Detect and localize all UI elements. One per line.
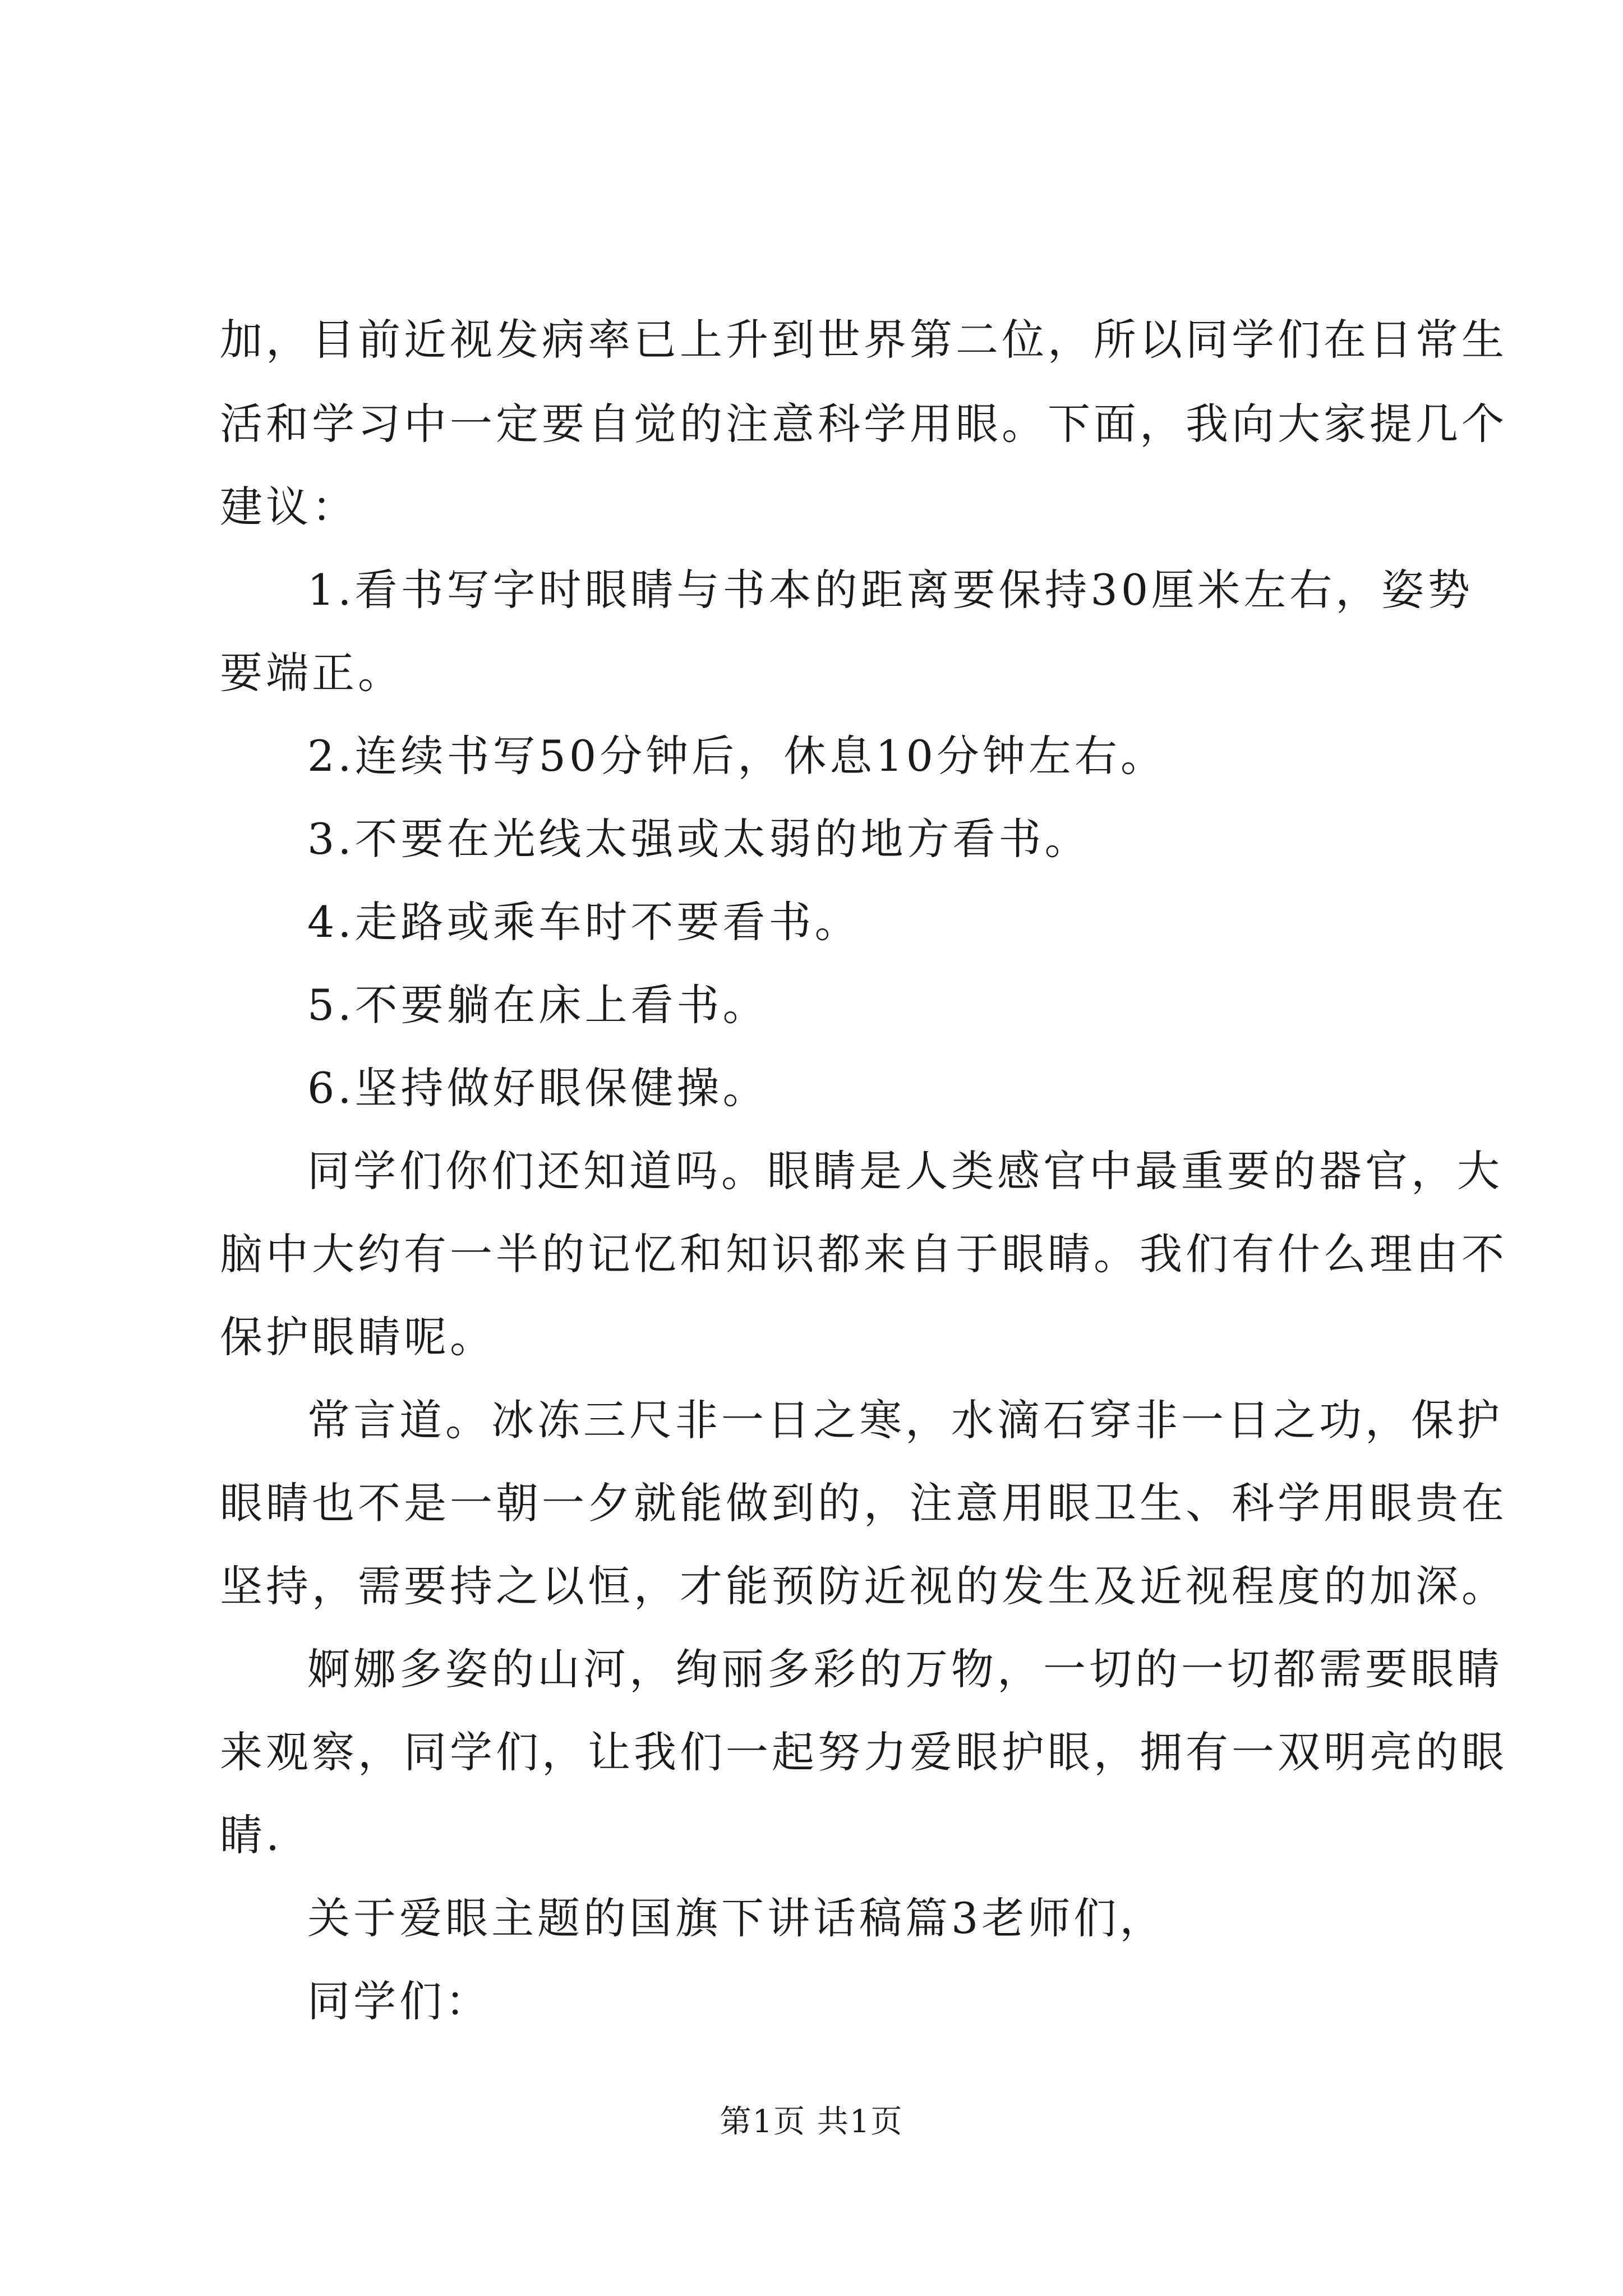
text-line: 同学们： (307, 1976, 491, 2026)
text-line: 来观察，同学们，让我们一起努力爱眼护眼，拥有一双明亮的眼 (220, 1727, 1507, 1777)
text-line: 3.不要在光线太强或太弱的地方看书。 (307, 814, 1091, 864)
text-line: 2.连续书写50分钟后，休息10分钟左右。 (307, 731, 1166, 781)
text-line: 4.走路或乘车时不要看书。 (307, 897, 861, 947)
text-line: 婀娜多姿的山河，绚丽多彩的万物，一切的一切都需要眼睛 (307, 1644, 1503, 1694)
text-line: 睛. (220, 1810, 283, 1860)
text-line: 活和学习中一定要自觉的注意科学用眼。下面，我向大家提几个 (220, 399, 1507, 449)
text-line: 6.坚持做好眼保健操。 (307, 1063, 769, 1113)
text-line: 同学们你们还知道吗。眼睛是人类感官中最重要的器官，大 (307, 1146, 1503, 1196)
text-line: 脑中大约有一半的记忆和知识都来自于眼睛。我们有什么理由不 (220, 1229, 1507, 1279)
text-line: 1.看书写字时眼睛与书本的距离要保持30厘米左右，姿势 (307, 565, 1474, 615)
text-line: 坚持，需要持之以恒，才能预防近视的发生及近视程度的加深。 (220, 1561, 1507, 1611)
text-line: 5.不要躺在床上看书。 (307, 980, 769, 1030)
text-line: 要端正。 (220, 648, 404, 698)
text-line: 加，目前近视发病率已上升到世界第二位，所以同学们在日常生 (220, 315, 1507, 365)
text-line: 眼睛也不是一朝一夕就能做到的，注意用眼卫生、科学用眼贵在 (220, 1478, 1507, 1528)
page-footer: 第1页 共1页 (720, 2104, 903, 2140)
text-line: 常言道。冰冻三尺非一日之寒，水滴石穿非一日之功，保护 (307, 1395, 1503, 1445)
text-line: 建议： (220, 482, 358, 532)
text-line: 保护眼睛呢。 (220, 1312, 496, 1362)
text-line: 关于爱眼主题的国旗下讲话稿篇3老师们， (307, 1893, 1166, 1943)
